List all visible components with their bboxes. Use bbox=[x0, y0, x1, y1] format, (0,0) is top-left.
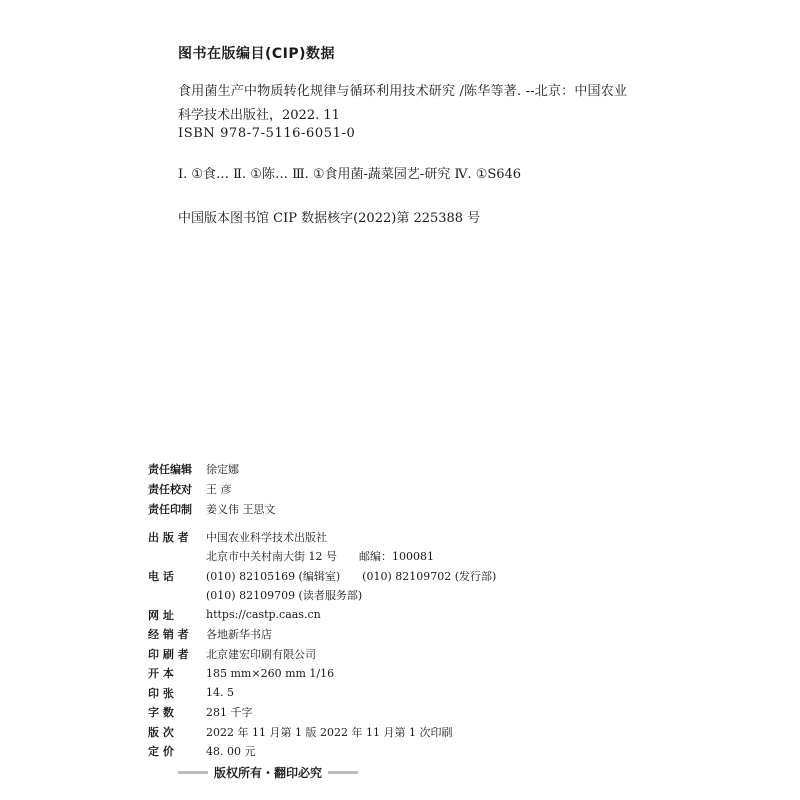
footer-rule-left bbox=[178, 771, 208, 774]
address-value: 北京市中关村南大街 12 号 bbox=[206, 550, 337, 564]
website-link[interactable]: https://castp.caas.cn bbox=[206, 608, 321, 622]
phone-reader-service: (010) 82109709 (读者服务部) bbox=[206, 589, 363, 603]
cip-line-publisher-date: 科学技术出版社，2022. 11 bbox=[178, 108, 340, 123]
credit-row bbox=[148, 459, 276, 479]
price-row bbox=[148, 742, 496, 762]
address-row bbox=[148, 547, 496, 567]
phone-row bbox=[148, 566, 496, 586]
website-row bbox=[148, 605, 496, 625]
price-label: 定 价 bbox=[148, 745, 174, 759]
words-row bbox=[148, 703, 496, 723]
price-value: 48. 00 元 bbox=[206, 745, 256, 759]
credit-row bbox=[148, 499, 276, 519]
cip-isbn: ISBN 978-7-5116-6051-0 bbox=[178, 126, 356, 141]
words-label: 字 数 bbox=[148, 706, 174, 720]
printer-value: 北京建宏印刷有限公司 bbox=[206, 647, 316, 661]
phone-label: 电 话 bbox=[148, 569, 174, 583]
seller-value: 各地新华书店 bbox=[206, 628, 272, 642]
cip-line-title-author: 食用菌生产中物质转化规律与循环利用技术研究 /陈华等著. --北京：中国农业 bbox=[178, 84, 628, 99]
credit-label: 责任编辑 bbox=[148, 463, 192, 476]
publisher-row bbox=[148, 527, 496, 547]
credit-label: 责任校对 bbox=[148, 483, 192, 496]
edition-label: 版 次 bbox=[148, 725, 174, 739]
edition-value: 2022 年 11 月第 1 版 2022 年 11 月第 1 次印刷 bbox=[206, 725, 453, 739]
copyright-notice: 版权所有・翻印必究 bbox=[214, 765, 323, 780]
website-label: 网 址 bbox=[148, 608, 174, 622]
phone-distribution: (010) 82109702 (发行部) bbox=[362, 569, 497, 583]
copyright-footer bbox=[178, 762, 358, 782]
cip-title: 图书在版编目(CIP)数据 bbox=[178, 46, 336, 62]
credit-value: 王 彦 bbox=[206, 483, 232, 496]
format-label: 开 本 bbox=[148, 667, 174, 681]
publisher-label: 出 版 者 bbox=[148, 530, 189, 544]
cip-classification: Ⅰ. ①食… Ⅱ. ①陈… Ⅲ. ①食用菌-蔬菜园艺-研究 Ⅳ. ①S646 bbox=[178, 167, 522, 182]
postcode-value: 邮编：100081 bbox=[359, 550, 434, 564]
sheets-row bbox=[148, 683, 496, 703]
seller-row bbox=[148, 625, 496, 645]
publication-info bbox=[148, 527, 496, 761]
printer-row bbox=[148, 644, 496, 664]
format-value: 185 mm×260 mm 1/16 bbox=[206, 666, 335, 680]
credits-block bbox=[148, 459, 276, 519]
phone-row-2 bbox=[148, 586, 496, 606]
cip-record-number: 中国版本图书馆 CIP 数据核字(2022)第 225388 号 bbox=[178, 211, 481, 226]
credit-label: 责任印制 bbox=[148, 503, 192, 516]
sheets-label: 印 张 bbox=[148, 686, 174, 700]
seller-label: 经 销 者 bbox=[148, 628, 189, 642]
footer-rule-right bbox=[328, 771, 358, 774]
credit-row bbox=[148, 479, 276, 499]
publisher-value: 中国农业科学技术出版社 bbox=[206, 530, 327, 544]
credit-value: 姜义伟 王思文 bbox=[206, 503, 276, 516]
words-value: 281 千字 bbox=[206, 706, 253, 720]
printer-label: 印 刷 者 bbox=[148, 647, 189, 661]
format-row bbox=[148, 664, 496, 684]
credit-value: 徐定娜 bbox=[206, 463, 239, 476]
edition-row bbox=[148, 722, 496, 742]
phone-editorial: (010) 82105169 (编辑室) bbox=[206, 569, 341, 583]
sheets-value: 14. 5 bbox=[206, 686, 234, 700]
